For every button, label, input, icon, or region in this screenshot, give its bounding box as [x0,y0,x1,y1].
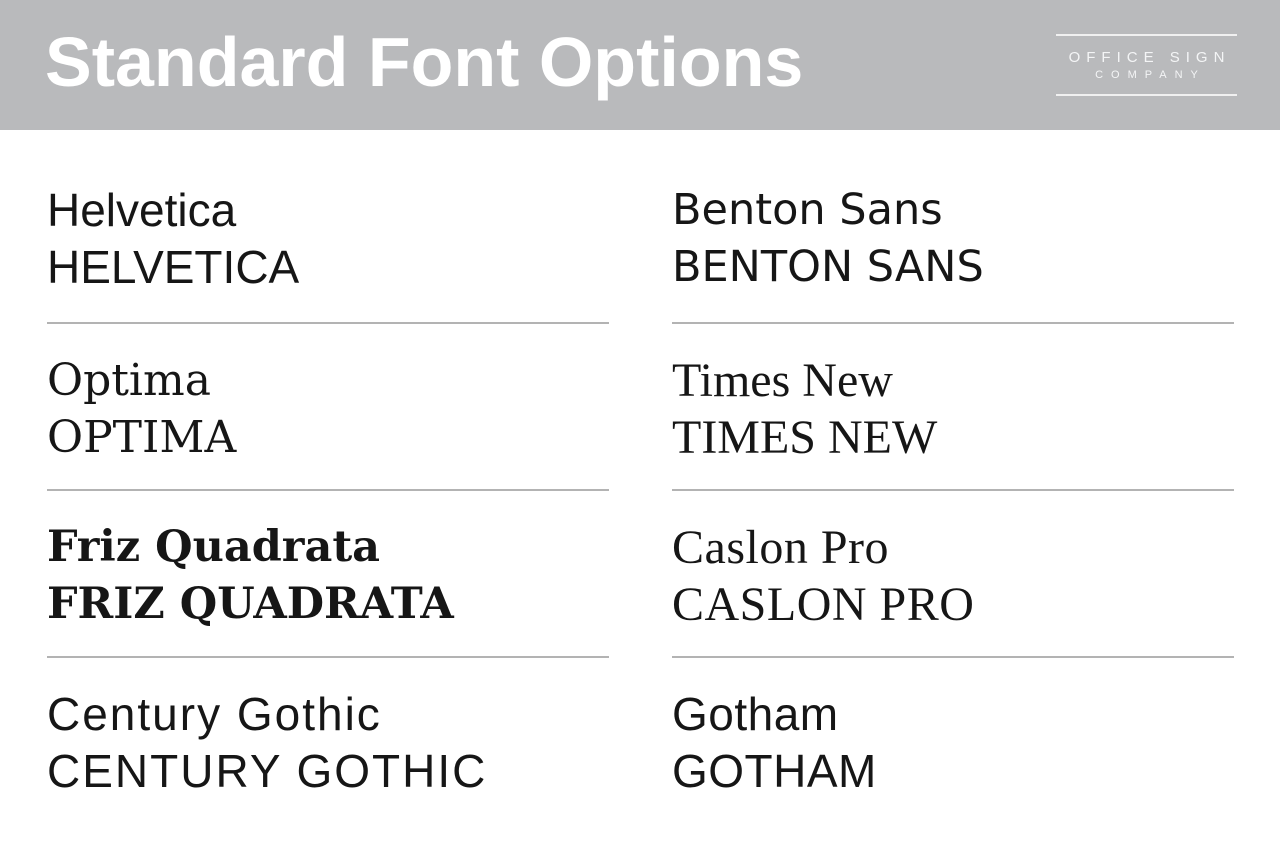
font-sample-century-gothic [47,658,609,824]
font-sample-optima [47,324,609,491]
font-name-caps: OPTIMA [47,412,237,463]
font-specimen-grid [0,130,1280,824]
font-name: Times New [672,354,893,407]
font-sample-helvetica [47,130,609,324]
font-sample-gotham [672,658,1234,824]
font-name-caps: TIMES NEW [672,411,938,464]
font-sample-benton-sans [672,130,1234,324]
page-title: Standard Font Options [45,23,804,101]
font-name: Optima [47,355,211,406]
font-sample-times-new [672,324,1234,491]
header-band [0,0,1280,130]
font-name-caps: CASLON PRO [672,578,975,631]
font-sample-friz-quadrata [47,491,609,658]
company-logo [1056,34,1237,96]
font-name-caps: CENTURY GOTHIC [47,745,488,797]
font-name: Benton Sans [672,185,943,235]
font-sample-caslon-pro [672,491,1234,658]
font-name-caps: HELVETICA [47,241,300,293]
font-name: Helvetica [47,184,237,236]
font-name: Caslon Pro [672,521,890,574]
font-name-caps: GOTHAM [672,745,877,797]
font-name: Century Gothic [47,688,382,740]
font-name-caps: BENTON SANS [672,242,984,292]
font-name-caps: FRIZ QUADRATA [47,579,454,629]
font-name: Gotham [672,688,839,740]
font-name: Friz Quadrata [47,522,381,572]
logo-text-secondary: COMPANY [1095,69,1206,81]
logo-text-primary: OFFICE SIGN [1068,49,1231,66]
